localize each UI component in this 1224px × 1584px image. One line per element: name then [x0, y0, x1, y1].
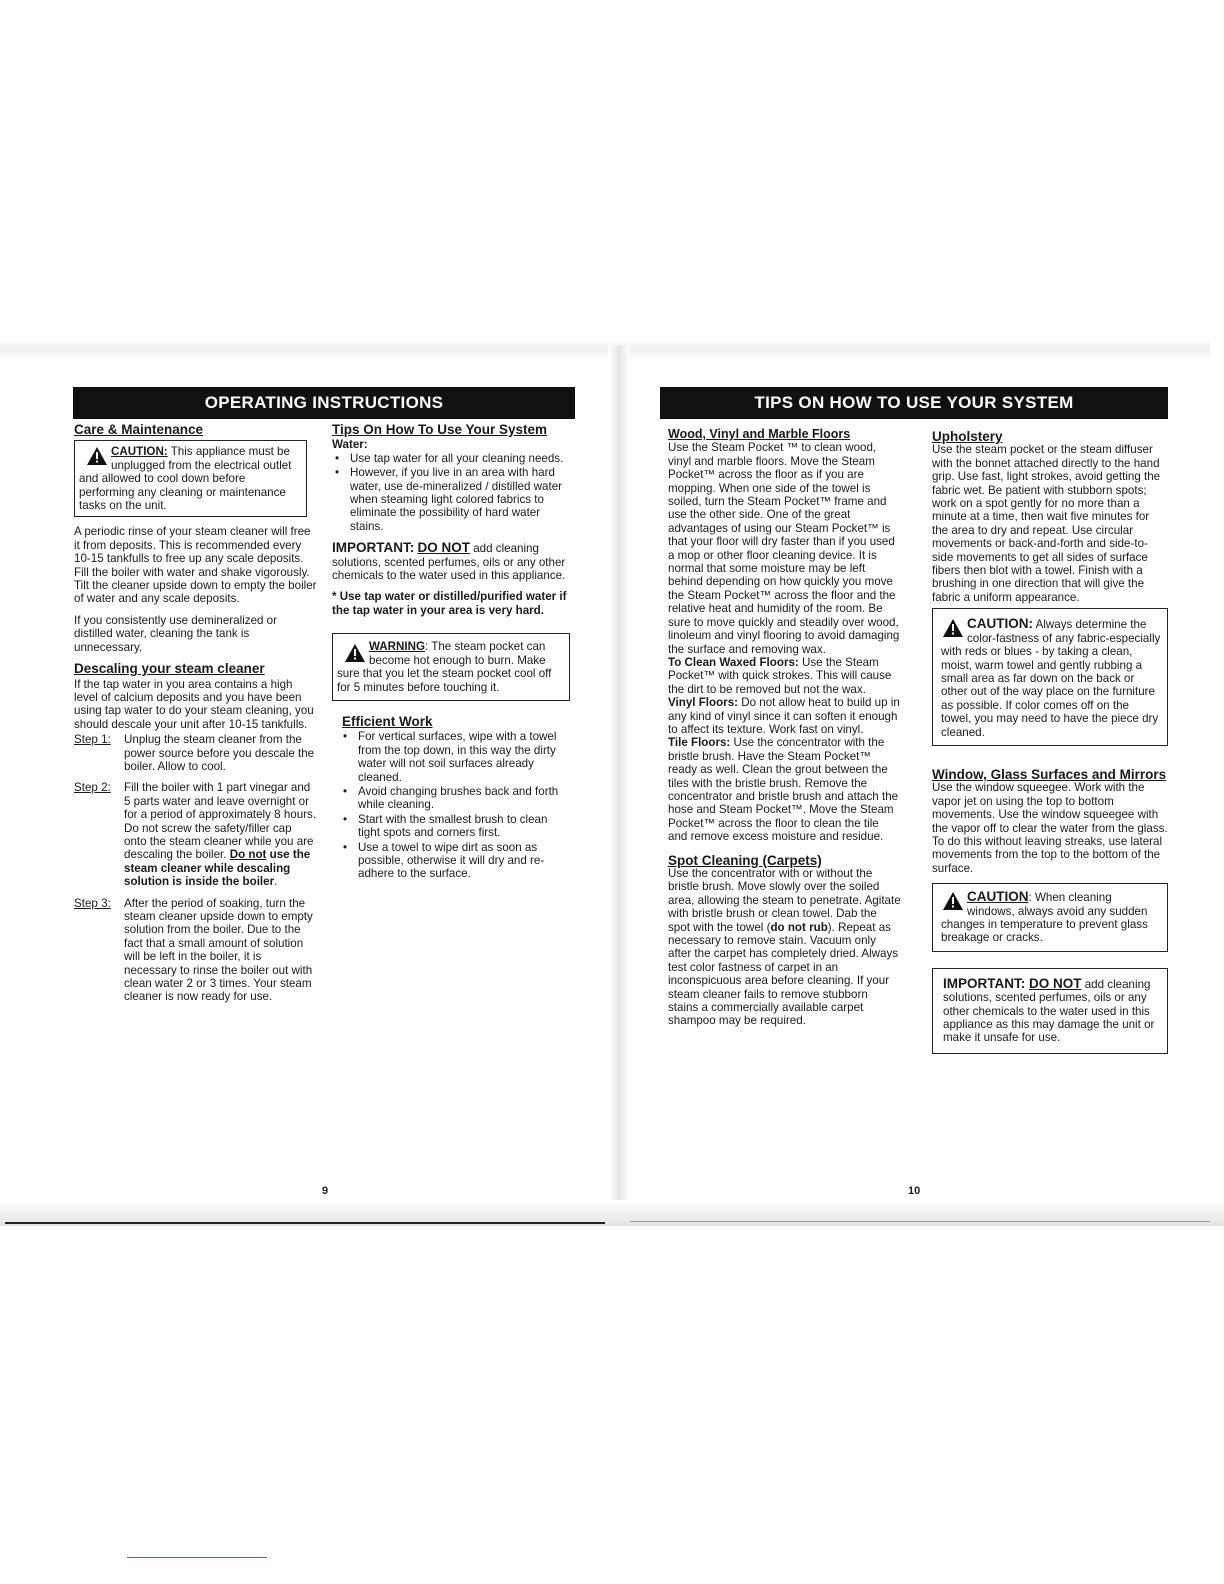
warning-icon: [87, 447, 107, 465]
step-1-text: Unplug the steam cleaner from the power source before you descale the boiler. Allow to cool.: [124, 733, 315, 773]
spot-heading: Spot Cleaning (Carpets): [668, 852, 822, 868]
bottom-edge-left: [5, 1222, 605, 1224]
tile-floors: [668, 736, 901, 843]
care-paragraph-1: A periodic rinse of your steam cleaner will free it from deposits. This is recommended every 10-15 tankfulls to free up any scale deposits. Fill the boiler with water and shake vigorously. Tilt the cleaner upside down to empty the boiler of water and any scale deposits.: [74, 525, 317, 606]
important-label: IMPORTANT:: [332, 540, 415, 556]
important-box-label: IMPORTANT: [943, 975, 1021, 991]
spot-bold: do not rub: [770, 920, 828, 934]
left-banner: OPERATING INSTRUCTIONS: [73, 387, 575, 419]
efficient-bullet-2: • Avoid changing brushes back and forth while cleaning.: [340, 785, 570, 812]
window-caution-text: : When cleaning windows, always avoid any sudden changes in temperature to prevent glass breakage or cracks.: [941, 891, 1148, 945]
vinyl-floors: [668, 696, 901, 736]
upholstery-text: Use the steam pocket or the steam diffuser with the bonnet attached directly to the hand grip. Use fast, light strokes, avoid getting the fabric wet. Be patient with stubborn spots; work on a spot gently for no more than a minute at a time, then wait five minutes for the area to dry and repeat. Use circular movements or back-and-forth and side-to-side movements to get all sides of surface fibers then blot with a towel. Finish with a brushing in one direction that will give the fabric a uniform appearance.: [932, 443, 1161, 604]
warning-icon: [943, 619, 963, 637]
step-2-label: Step 2:: [74, 781, 111, 795]
care-heading: Care & Maintenance: [74, 422, 204, 437]
bottom-edge-right: [630, 1221, 1210, 1222]
warning-icon: [345, 644, 365, 662]
vinyl-label: Vinyl Floors:: [668, 696, 739, 710]
warning-text: : The steam pocket can become hot enough to burn. Make sure that you let the steam pocket cool off for 5 minutes before touching it.: [337, 640, 552, 694]
window-caution-box: [932, 883, 1168, 952]
care-caution-box: [74, 440, 307, 517]
water-bullet-1: • Use tap water for all your cleaning needs.: [332, 452, 570, 465]
step-3-label: Step 3:: [74, 896, 111, 910]
step-2-do-not: Do not: [229, 848, 267, 862]
left-column-2: [332, 423, 570, 889]
page-number-left: 9: [322, 1185, 329, 1197]
window-caution-label: CAUTION: [967, 889, 1029, 905]
efficient-heading: Efficient Work: [342, 713, 433, 729]
step-2-text: Fill the boiler with 1 part vinegar and 5 parts water and leave overnight or for a period of approximately 8 hours. Do not screw the safety/filler cap onto the steam cleaner while you are descaling the boiler.: [124, 781, 317, 862]
waxed-floors: [668, 656, 901, 696]
scan-gutter: [608, 345, 630, 1225]
spot-text: [668, 867, 901, 1028]
stray-line: [127, 1557, 267, 1558]
descaling-heading: Descaling your steam cleaner: [74, 661, 265, 677]
important-box: IMPORTANT: DO NOT add cleaning solutions, scented perfumes, oils or any other chemicals to the water used in this appliance as this may damage the unit or make it unsafe for use.: [932, 968, 1168, 1054]
spot-text-1: Use the concentrator with or without the bristle brush. Move slowly over the soiled area, allowing the steam to penetrate. Agitate with bristle brush or clean towel. Dab the spot with the towel (: [668, 867, 901, 934]
important-note: [332, 541, 570, 582]
tap-water-note: * Use tap water or distilled/purified water if the tap water in your area is very hard.: [332, 590, 567, 617]
warning-icon: [943, 892, 963, 910]
step-1-label: Step 1:: [74, 733, 111, 747]
left-column-1: [74, 423, 317, 1012]
right-column-2: [932, 428, 1168, 1062]
floors-text: Use the Steam Pocket ™ to clean wood, vinyl and marble floors. Move the Steam Pocket™ across the floor as if you are mopping. When one side of the towel is soiled, turn the Steam Pocket™ frame and use the other side. One of the great advantages of using our Steam Pocket™ is that your floor will dry faster than if you used a mop or other floor cleaning device. It is normal that some moisture may be left behind depending on how quickly you move the Steam Pocket™ across the floor and the relative heat and humidity of the room. Be sure to move quickly and steadily over wood, linoleum and vinyl flooring to avoid damaging the surface and removing wax.: [668, 441, 900, 656]
water-bullet-2: • However, if you live in an area with hard water, use de-mineralized / distilled water when steaming light colored fabrics to eliminate the possibility of hard water stains.: [332, 466, 570, 533]
warning-box: [332, 633, 570, 701]
window-text: Use the window squeegee. Work with the vapor jet on using the top to bottom movements. Use the window squeegee with the vapor off to clear the water from the glass. To do this without leaving streaks, use lateral movements from the top to the bottom of the surface.: [932, 781, 1168, 875]
care-paragraph-2: If you consistently use demineralized or distilled water, cleaning the tank is unnecessary.: [74, 613, 277, 654]
page-number-right: 10: [908, 1185, 921, 1197]
important-do-not: DO NOT: [417, 540, 470, 556]
efficient-bullet-1: • For vertical surfaces, wipe with a towel from the top down, in this way the dirty water will not soil surfaces already cleaned.: [340, 730, 570, 784]
water-list: [332, 452, 570, 533]
floors-heading: Wood, Vinyl and Marble Floors: [668, 427, 851, 441]
efficient-bullet-4: • Use a towel to wipe dirt as soon as possible, otherwise it will dry and re-adhere to the surface.: [340, 841, 570, 881]
upholstery-caution-label: CAUTION:: [967, 616, 1033, 632]
waxed-text: Use the Steam Pocket™ with quick strokes. This will cause the dirt to be removed but not the wax.: [668, 655, 892, 696]
care-caution-label: CAUTION:: [111, 445, 168, 459]
important-text: add cleaning solutions, scented perfumes, oils or any other chemicals to the water used in this appliance.: [332, 542, 566, 583]
upholstery-caution-text: Always determine the color-fastness of any fabric-especially with reds or blues - by taking a clean, moist, warm towel and gently rubbing a small area as far down on the back or other out of the way place on the furniture as possible. If color comes off on the towel, you may need to have the piece dry cleaned.: [941, 618, 1161, 739]
step-2-end: .: [274, 875, 278, 889]
step-3-text: After the period of soaking, turn the steam cleaner upside down to empty solution from the boiler. Due to the fact that a small amount of solution will be left in the boiler, it is necessary to rinse the boiler out with clean water 2 or 3 times. Your steam cleaner is now ready for use.: [124, 896, 313, 1004]
right-column-1: [668, 428, 901, 1028]
waxed-label: To Clean Waxed Floors:: [668, 655, 799, 669]
important-box-do-not: DO NOT: [1029, 975, 1082, 991]
water-label: Water:: [332, 438, 368, 452]
descaling-step-2: [74, 781, 317, 888]
descaling-step-3: [74, 897, 317, 1004]
efficient-bullet-3: • Start with the smallest brush to clean tight spots and corners first.: [340, 813, 570, 840]
care-caution-text: This appliance must be unplugged from the electrical outlet and allowed to cool down before performing any cleaning or maintenance tasks on the unit.: [79, 445, 292, 513]
descaling-step-1: [74, 733, 317, 773]
upholstery-heading: Upholstery: [932, 429, 1003, 444]
descaling-intro: If the tap water in you area contains a high level of calcium deposits and you have been using tap water to do your steam cleaning, you should descale your unit after 10-15 tankfulls.: [74, 677, 314, 731]
upholstery-caution-box: [932, 608, 1168, 746]
efficient-list: [340, 730, 570, 880]
important-box-text: add cleaning solutions, scented perfumes, oils or any other chemicals to the water used in this appliance as this may damage the unit or make it unsafe for use.: [943, 977, 1155, 1045]
right-banner: TIPS ON HOW TO USE YOUR SYSTEM: [660, 387, 1168, 419]
spot-text-2: ). Repeat as necessary to remove stain. Vacuum only after the carpet has completely dried. Always test color fastness of carpet in an inconspicuous area before cleaning. If your steam cleaner fails to remove stubborn stains a commercially available carpet shampoo may be required.: [668, 920, 899, 1028]
scan-shadow-top: [0, 340, 1210, 360]
tips-heading: Tips On How To Use Your System: [332, 422, 548, 437]
tile-text: Use the concentrator with the bristle brush. Have the Steam Pocket™ ready as well. Clean the grout between the tiles with the bristle brush. Remove the concentrator and bristle brush and attach the hose and Steam Pocket™. Move the Steam Pocket™ across the floor to clean the tile and remove excess moisture and residue.: [668, 736, 899, 844]
step-2-bold: use the steam cleaner while descaling solution is inside the boiler: [124, 848, 311, 889]
window-heading: Window, Glass Surfaces and Mirrors: [932, 766, 1167, 782]
vinyl-text: Do not allow heat to build up in any kind of vinyl since it can soften it enough to affect its texture. Work fast on vinyl.: [668, 696, 900, 736]
warning-label: WARNING: [369, 640, 426, 654]
tile-label: Tile Floors:: [668, 736, 731, 750]
